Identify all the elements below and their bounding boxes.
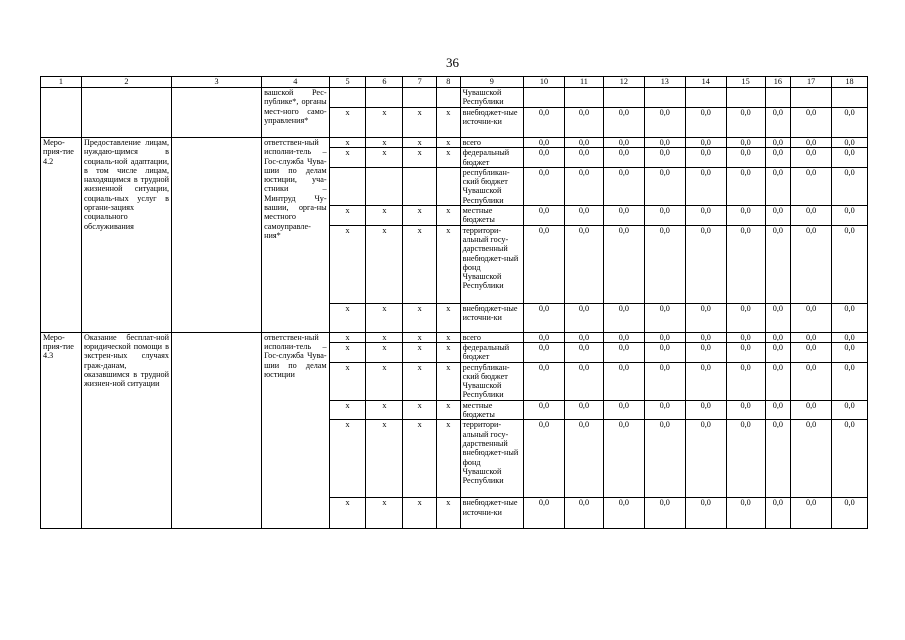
value-cell: 0,0 [832, 303, 868, 332]
value-cell: 0,0 [564, 303, 603, 332]
x-mark-cell: x [366, 498, 403, 529]
column-number-row [41, 77, 868, 88]
x-mark-cell: x [403, 498, 437, 529]
value-cell: 0,0 [685, 225, 726, 303]
responsible-executor: ответствен-ный исполни-тель – Гос-служба Чува-шии по делам юстиции [262, 332, 330, 529]
value-cell: 0,0 [726, 498, 765, 529]
value-cell: 0,0 [791, 138, 832, 148]
x-mark-cell: x [329, 342, 366, 362]
x-mark-cell: x [329, 225, 366, 303]
measure-code [41, 88, 82, 138]
column-header: 14 [685, 77, 726, 88]
measure-name [81, 88, 171, 138]
x-mark-cell: x [437, 225, 461, 303]
value-cell: 0,0 [564, 332, 603, 342]
value-cell: 0,0 [832, 342, 868, 362]
value-cell [726, 88, 765, 108]
x-mark-cell [437, 167, 461, 205]
x-mark-cell: x [366, 400, 403, 420]
funding-source: местные бюджеты [460, 206, 523, 226]
value-cell [524, 88, 565, 108]
value-cell: 0,0 [791, 498, 832, 529]
x-mark-cell: x [403, 138, 437, 148]
value-cell: 0,0 [603, 303, 644, 332]
value-cell: 0,0 [644, 332, 685, 342]
value-cell: 0,0 [564, 420, 603, 498]
value-cell: 0,0 [765, 303, 791, 332]
x-mark-cell: x [403, 420, 437, 498]
value-cell [765, 88, 791, 108]
value-cell: 0,0 [644, 206, 685, 226]
value-cell: 0,0 [685, 167, 726, 205]
funding-source: всего [460, 138, 523, 148]
x-mark-cell: x [437, 498, 461, 529]
value-cell [685, 88, 726, 108]
column-header: 7 [403, 77, 437, 88]
table-row [41, 138, 868, 148]
column-header: 2 [81, 77, 171, 88]
value-cell: 0,0 [603, 138, 644, 148]
x-mark-cell [403, 88, 437, 108]
x-mark-cell: x [329, 303, 366, 332]
funding-source: республикан-ский бюджет Чувашской Республики [460, 167, 523, 205]
funding-source: территори-альный госу-дарственный внебюджет-ный фонд Чувашской Республики [460, 225, 523, 303]
x-mark-cell [366, 167, 403, 205]
value-cell: 0,0 [685, 362, 726, 400]
x-mark-cell: x [329, 400, 366, 420]
x-mark-cell: x [329, 498, 366, 529]
value-cell: 0,0 [524, 498, 565, 529]
x-mark-cell: x [437, 332, 461, 342]
value-cell: 0,0 [791, 206, 832, 226]
value-cell: 0,0 [726, 148, 765, 168]
value-cell: 0,0 [791, 303, 832, 332]
value-cell: 0,0 [832, 138, 868, 148]
value-cell: 0,0 [685, 400, 726, 420]
value-cell: 0,0 [765, 167, 791, 205]
value-cell: 0,0 [524, 362, 565, 400]
column-header: 18 [832, 77, 868, 88]
column-header: 11 [564, 77, 603, 88]
column-header: 10 [524, 77, 565, 88]
x-mark-cell: x [403, 332, 437, 342]
measure-name: Оказание бесплат-ной юридической помощи в экстрен-ных случаях граж-данам, оказавшимся в трудной жизнен-ной ситуации [81, 332, 171, 529]
value-cell: 0,0 [564, 138, 603, 148]
x-mark-cell: x [366, 420, 403, 498]
x-mark-cell: x [329, 362, 366, 400]
value-cell: 0,0 [603, 108, 644, 138]
value-cell: 0,0 [726, 303, 765, 332]
table-row [41, 88, 868, 108]
x-mark-cell: x [366, 148, 403, 168]
x-mark-cell [329, 167, 366, 205]
value-cell: 0,0 [685, 498, 726, 529]
column-header: 17 [791, 77, 832, 88]
value-cell: 0,0 [765, 206, 791, 226]
x-mark-cell: x [437, 303, 461, 332]
funding-source: всего [460, 332, 523, 342]
value-cell: 0,0 [765, 498, 791, 529]
x-mark-cell: x [366, 206, 403, 226]
table-row [41, 332, 868, 342]
value-cell: 0,0 [644, 362, 685, 400]
value-cell: 0,0 [685, 108, 726, 138]
x-mark-cell: x [437, 206, 461, 226]
funding-source: местные бюджеты [460, 400, 523, 420]
x-mark-cell: x [403, 400, 437, 420]
value-cell: 0,0 [685, 332, 726, 342]
x-mark-cell: x [403, 148, 437, 168]
x-mark-cell: x [403, 303, 437, 332]
column-header: 6 [366, 77, 403, 88]
column-header: 5 [329, 77, 366, 88]
value-cell: 0,0 [603, 342, 644, 362]
value-cell: 0,0 [524, 420, 565, 498]
value-cell [832, 88, 868, 108]
x-mark-cell: x [437, 138, 461, 148]
value-cell: 0,0 [644, 400, 685, 420]
value-cell: 0,0 [644, 138, 685, 148]
x-mark-cell: x [437, 362, 461, 400]
value-cell: 0,0 [564, 498, 603, 529]
x-mark-cell: x [329, 206, 366, 226]
x-mark-cell [437, 88, 461, 108]
value-cell: 0,0 [765, 342, 791, 362]
x-mark-cell: x [329, 148, 366, 168]
value-cell: 0,0 [685, 138, 726, 148]
value-cell: 0,0 [524, 400, 565, 420]
value-cell: 0,0 [832, 148, 868, 168]
value-cell: 0,0 [644, 108, 685, 138]
value-cell: 0,0 [832, 108, 868, 138]
x-mark-cell: x [437, 400, 461, 420]
value-cell: 0,0 [564, 148, 603, 168]
value-cell: 0,0 [791, 362, 832, 400]
x-mark-cell: x [366, 303, 403, 332]
value-cell: 0,0 [791, 332, 832, 342]
x-mark-cell: x [366, 225, 403, 303]
x-mark-cell: x [329, 420, 366, 498]
value-cell: 0,0 [765, 332, 791, 342]
value-cell: 0,0 [524, 206, 565, 226]
value-cell: 0,0 [726, 225, 765, 303]
x-mark-cell: x [437, 420, 461, 498]
x-mark-cell: x [403, 342, 437, 362]
value-cell [603, 88, 644, 108]
value-cell: 0,0 [791, 108, 832, 138]
value-cell: 0,0 [685, 206, 726, 226]
value-cell: 0,0 [832, 225, 868, 303]
funding-source: внебюджет-ные источни-ки [460, 303, 523, 332]
value-cell: 0,0 [685, 303, 726, 332]
funding-source: внебюджет-ные источни-ки [460, 498, 523, 529]
value-cell: 0,0 [791, 167, 832, 205]
x-mark-cell: x [329, 108, 366, 138]
column-header: 15 [726, 77, 765, 88]
value-cell: 0,0 [644, 420, 685, 498]
funding-source: республикан-ский бюджет Чувашской Республики [460, 362, 523, 400]
value-cell: 0,0 [832, 362, 868, 400]
value-cell: 0,0 [832, 420, 868, 498]
value-cell: 0,0 [524, 167, 565, 205]
empty-cell [172, 88, 262, 138]
x-mark-cell: x [403, 108, 437, 138]
value-cell: 0,0 [603, 362, 644, 400]
value-cell: 0,0 [685, 420, 726, 498]
x-mark-cell: x [403, 206, 437, 226]
value-cell: 0,0 [726, 167, 765, 205]
responsible-executor: вашской Рес-публике*, органы мест-ного само-управления* [262, 88, 330, 138]
value-cell: 0,0 [524, 225, 565, 303]
value-cell: 0,0 [564, 206, 603, 226]
measure-name: Предоставление лицам, нуждаю-щимся в социаль-ной адаптации, в том числе лицам, находящимся в трудной жизненной ситуации, социаль-ных услуг в органи-зациях социального обслуживания [81, 138, 171, 333]
measure-code: Меро-прия-тие 4.3 [41, 332, 82, 529]
x-mark-cell: x [366, 332, 403, 342]
value-cell: 0,0 [791, 420, 832, 498]
value-cell: 0,0 [832, 400, 868, 420]
x-mark-cell: x [329, 138, 366, 148]
value-cell: 0,0 [765, 225, 791, 303]
value-cell: 0,0 [524, 138, 565, 148]
value-cell: 0,0 [524, 342, 565, 362]
x-mark-cell [366, 88, 403, 108]
value-cell: 0,0 [791, 400, 832, 420]
value-cell: 0,0 [685, 148, 726, 168]
value-cell: 0,0 [644, 303, 685, 332]
value-cell: 0,0 [524, 148, 565, 168]
column-header: 16 [765, 77, 791, 88]
value-cell: 0,0 [791, 148, 832, 168]
program-table [40, 76, 868, 529]
empty-cell [172, 138, 262, 333]
value-cell: 0,0 [765, 362, 791, 400]
responsible-executor: ответствен-ный исполни-тель – Гос-служба Чува-шии по делам юстиции, уча-стники – Минтруд Чу-вашии, орга-ны местного самоуправле-ния* [262, 138, 330, 333]
value-cell: 0,0 [726, 400, 765, 420]
value-cell: 0,0 [564, 342, 603, 362]
value-cell [791, 88, 832, 108]
value-cell: 0,0 [726, 342, 765, 362]
value-cell: 0,0 [524, 303, 565, 332]
measure-code: Меро-прия-тие 4.2 [41, 138, 82, 333]
column-header: 13 [644, 77, 685, 88]
x-mark-cell: x [437, 108, 461, 138]
value-cell: 0,0 [524, 332, 565, 342]
value-cell: 0,0 [765, 400, 791, 420]
x-mark-cell: x [403, 225, 437, 303]
value-cell: 0,0 [644, 148, 685, 168]
column-header: 1 [41, 77, 82, 88]
value-cell: 0,0 [644, 342, 685, 362]
value-cell: 0,0 [726, 362, 765, 400]
value-cell: 0,0 [603, 332, 644, 342]
value-cell: 0,0 [564, 108, 603, 138]
value-cell: 0,0 [644, 498, 685, 529]
value-cell: 0,0 [765, 148, 791, 168]
value-cell: 0,0 [726, 108, 765, 138]
value-cell: 0,0 [832, 167, 868, 205]
value-cell: 0,0 [564, 225, 603, 303]
value-cell: 0,0 [765, 108, 791, 138]
value-cell: 0,0 [564, 362, 603, 400]
value-cell: 0,0 [765, 138, 791, 148]
value-cell [564, 88, 603, 108]
value-cell: 0,0 [726, 138, 765, 148]
x-mark-cell: x [366, 362, 403, 400]
funding-source: Чувашской Республики [460, 88, 523, 108]
value-cell: 0,0 [603, 400, 644, 420]
x-mark-cell: x [366, 138, 403, 148]
x-mark-cell: x [437, 342, 461, 362]
x-mark-cell: x [329, 332, 366, 342]
value-cell: 0,0 [726, 332, 765, 342]
value-cell: 0,0 [603, 498, 644, 529]
column-header: 4 [262, 77, 330, 88]
value-cell: 0,0 [685, 342, 726, 362]
value-cell: 0,0 [603, 225, 644, 303]
value-cell: 0,0 [765, 420, 791, 498]
x-mark-cell: x [366, 108, 403, 138]
column-header: 9 [460, 77, 523, 88]
column-header: 3 [172, 77, 262, 88]
value-cell: 0,0 [726, 420, 765, 498]
value-cell: 0,0 [524, 108, 565, 138]
column-header: 8 [437, 77, 461, 88]
value-cell: 0,0 [832, 206, 868, 226]
value-cell [644, 88, 685, 108]
value-cell: 0,0 [644, 167, 685, 205]
funding-source: внебюджет-ные источни-ки [460, 108, 523, 138]
funding-source: федеральный бюджет [460, 342, 523, 362]
value-cell: 0,0 [832, 332, 868, 342]
x-mark-cell [329, 88, 366, 108]
x-mark-cell: x [403, 362, 437, 400]
value-cell: 0,0 [603, 148, 644, 168]
empty-cell [172, 332, 262, 529]
page-number: 36 [446, 55, 459, 70]
value-cell: 0,0 [791, 225, 832, 303]
value-cell: 0,0 [832, 498, 868, 529]
funding-source: федеральный бюджет [460, 148, 523, 168]
x-mark-cell: x [437, 148, 461, 168]
value-cell: 0,0 [564, 400, 603, 420]
value-cell: 0,0 [564, 167, 603, 205]
value-cell: 0,0 [791, 342, 832, 362]
column-header: 12 [603, 77, 644, 88]
value-cell: 0,0 [603, 420, 644, 498]
x-mark-cell [403, 167, 437, 205]
funding-source: территори-альный госу-дарственный внебюджет-ный фонд Чувашской Республики [460, 420, 523, 498]
value-cell: 0,0 [726, 206, 765, 226]
value-cell: 0,0 [603, 167, 644, 205]
value-cell: 0,0 [644, 225, 685, 303]
value-cell: 0,0 [603, 206, 644, 226]
x-mark-cell: x [366, 342, 403, 362]
